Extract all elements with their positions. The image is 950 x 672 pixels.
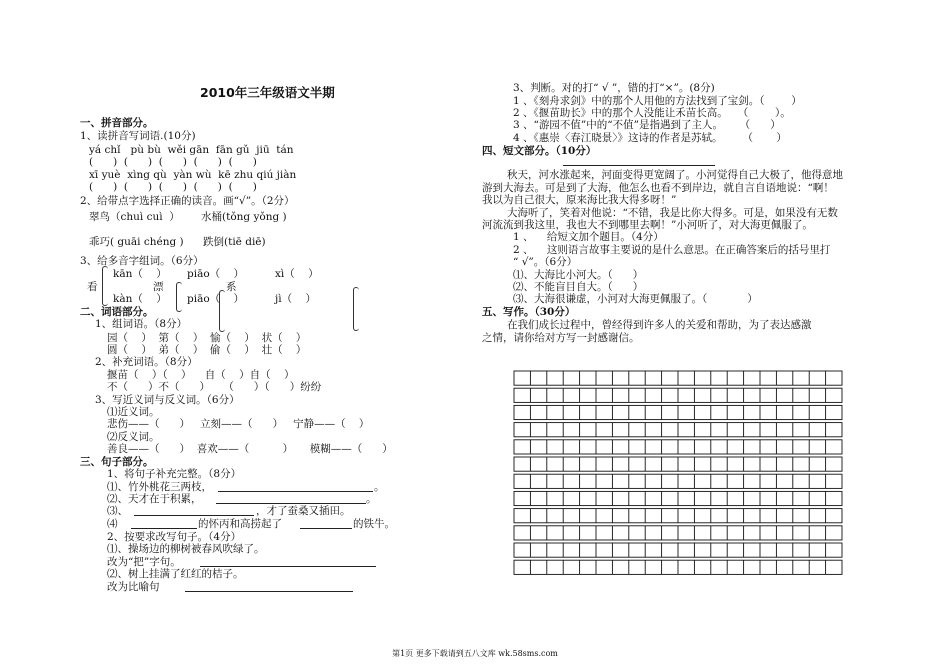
sentence-1b: ⑵、天才在于积累，	[107, 493, 202, 505]
words-question-1: 1、组词语。（8分）	[95, 318, 188, 330]
page-footer: 第1页 更多下载请到五八文库 wk.58sms.com	[392, 649, 558, 658]
judge-question: 3、判断。对的打“ √ ”，错的打“×”。(8分)	[513, 82, 715, 94]
brace-xi	[219, 290, 225, 332]
pronunciation-question: 2、给带点字选择正确的读音。画“√”。（2分）	[80, 195, 295, 207]
pinyin-question-1: 1、读拼音写词语.(10分)	[80, 130, 196, 142]
brace-kan	[102, 266, 108, 306]
answer-line-rewrite-a	[200, 566, 376, 567]
page-title: 2010年三年级语文半期	[200, 85, 335, 100]
polyphone-xi: xì（ ）	[275, 268, 319, 280]
answer-line-1a	[218, 491, 373, 492]
answer-line-1d-a	[131, 528, 197, 529]
sentences-question-1: 1、将句子补充完整。（8分）	[107, 468, 242, 480]
antonyms-label: ⑵反义词。	[107, 431, 160, 443]
answer-line-1c	[134, 515, 254, 516]
polyphone-question: 3、给多音字组词。（6分）	[80, 255, 204, 267]
polyphone-piao-char: 漂	[153, 281, 164, 293]
antonyms-row: 善良——（ ） 喜欢——（ ） 模糊——（ ）	[107, 443, 393, 455]
rewrite-b: ⑵、树上挂满了红红的桔子。	[107, 568, 244, 580]
answer-line-1d-b	[300, 528, 352, 529]
writing-prompt-line-2: 之情，请你给对方写一封感谢信。	[482, 332, 640, 344]
passage-p1-line-1: 秋天，河水涨起来，河面变得更宽阔了。小河觉得自己大极了，他得意地	[507, 169, 843, 181]
rewrite-a-instruction: 改为“把”字句。	[107, 556, 181, 568]
pronunciation-item-a: 翠鸟（chuì cuì ）	[89, 211, 180, 223]
sentences-question-2: 2、按要求改写句子。（4分）	[107, 531, 242, 543]
section-pinyin-heading: 一、拼音部分。	[80, 117, 154, 129]
sentence-1d-end: 的铁牛。	[353, 518, 395, 530]
writing-grid[interactable]	[513, 370, 843, 578]
passage-title-line	[563, 165, 715, 166]
passage-p1-line-3: 我以为自己很大，原来海比我大得多呀！”	[482, 194, 677, 206]
pinyin-row-2: xī yuè xìng qù yàn wù kē zhu qiú jiàn	[89, 169, 297, 181]
section-writing-heading: 五、写作。（30分）	[482, 306, 576, 318]
judge-item-2: 2 、《揠苗助长》中的那个人没能让禾苗长高。 （ ）。	[513, 107, 791, 119]
polyphone-ji: jì（ ）	[275, 293, 316, 305]
passage-p2-line-1: 大海听了，笑着对他说：“不错，我是比你大得多。可是，如果没有无数	[507, 207, 838, 219]
passage-question-2b: “ √”。（6分）	[513, 256, 578, 268]
rewrite-a: ⑴、操场边的柳树被春风吹绿了。	[107, 543, 265, 555]
rewrite-b-instruction: 改为比喻句	[107, 581, 160, 593]
pronunciation-item-b: 水桶(tǒng yǒng )	[201, 211, 287, 223]
sentence-1c-prefix: ⑶、	[107, 505, 128, 517]
words-q1-row-1: 园（ ） 第（ ） 愉（ ） 状（ ）	[107, 332, 307, 344]
passage-option-1: ⑴、大海比小河大。（ ）	[513, 269, 644, 281]
judge-item-1: 1 、《刻舟求剑》中的那个人用他的方法找到了宝剑。（ ）	[513, 95, 802, 107]
passage-question-2a: 2 、 这则语言故事主要说的是什么意思。在正确答案后的括号里打	[513, 244, 831, 256]
words-q2-row-2: 不（ ）不（ ） （ ）（ ）纷纷	[107, 381, 322, 393]
polyphone-xi-char: 系	[226, 281, 237, 293]
polyphone-kan-1: kān（ ）	[113, 268, 167, 280]
polyphone-kan-char: 看	[87, 281, 98, 293]
section-words-heading: 二、词语部分。	[80, 306, 154, 318]
sentence-1c: ，才了蚕桑又插田。	[256, 505, 351, 517]
brace-extra	[353, 287, 359, 331]
words-q2-row-1: 揠苗（ ）（ ） 自（ ）自（ ）	[107, 369, 295, 381]
passage-option-3: ⑶、大海很谦虚，小河对大海更佩服了。（ ）	[513, 293, 758, 305]
words-question-3: 3、写近义词与反义词。（6分）	[95, 394, 240, 406]
period-1a: 。	[374, 481, 385, 493]
pinyin-row-1: yá chǐ pù bù wěi gān fān gǔ jiū tán	[89, 144, 294, 156]
polyphone-piao-2: piāo（ ）	[187, 293, 245, 305]
section-passage-heading: 四、短文部分。（10分）	[482, 145, 597, 157]
synonyms-row: 悲伤——（ ） 立刻——（ ） 宁静——（ ）	[107, 418, 370, 430]
brace-piao	[176, 282, 182, 312]
polyphone-kan-2: kàn（ ）	[113, 293, 167, 305]
answer-parens-row-1: ( ) ( ) ( ) ( ) ( )	[89, 156, 257, 168]
words-question-2: 2、补充词语。（8分）	[95, 356, 198, 368]
polyphone-piao-1: piāo（ ）	[187, 268, 245, 280]
passage-p1-line-2: 游到大海去。可是到了大海，他怎么也看不到岸边，就自言自语地说：“啊！	[482, 182, 834, 194]
passage-option-2: ⑵、不能盲目自大。（ ）	[513, 281, 644, 293]
section-sentences-heading: 三、句子部分。	[80, 456, 154, 468]
sentence-1d-prefix: ⑷	[107, 518, 118, 530]
words-q1-row-2: 圆（ ） 弟（ ） 偷（ ） 壮（ ）	[107, 344, 307, 356]
period-1b: 。	[366, 493, 377, 505]
answer-line-rewrite-b	[185, 591, 353, 592]
pronunciation-item-d: 跌倒(tiē diē)	[203, 236, 266, 248]
sentence-1d-middle: 的怀丙和高捞起了	[198, 518, 282, 530]
pronunciation-item-c: 乖巧( guāi chéng )	[89, 236, 184, 248]
sentence-1a: ⑴、竹外桃花三两枝，	[107, 481, 212, 493]
writing-prompt-line-1: 在我们成长过程中，曾经得到许多人的关爱和帮助，为了表达感激	[507, 319, 812, 331]
judge-item-4: 4 、《惠崇〈春江晓景〉》这诗的作者是苏轼。 （ ）	[513, 132, 787, 144]
passage-p2-line-2: 河流流到我这里，我也大不到哪里去啊！”小河听了，对大海更佩服了。	[482, 219, 813, 231]
answer-line-1b	[216, 503, 366, 504]
synonyms-label: ⑴近义词。	[107, 406, 160, 418]
passage-question-1: 1 、 给短文加个题目。（4分）	[513, 231, 664, 243]
answer-parens-row-2: ( ) ( ) ( ) ( ) ( )	[89, 181, 257, 193]
judge-item-3: 3 、“游园不值”中的“不值”是指遇到了主人。 （ ）	[513, 119, 781, 131]
